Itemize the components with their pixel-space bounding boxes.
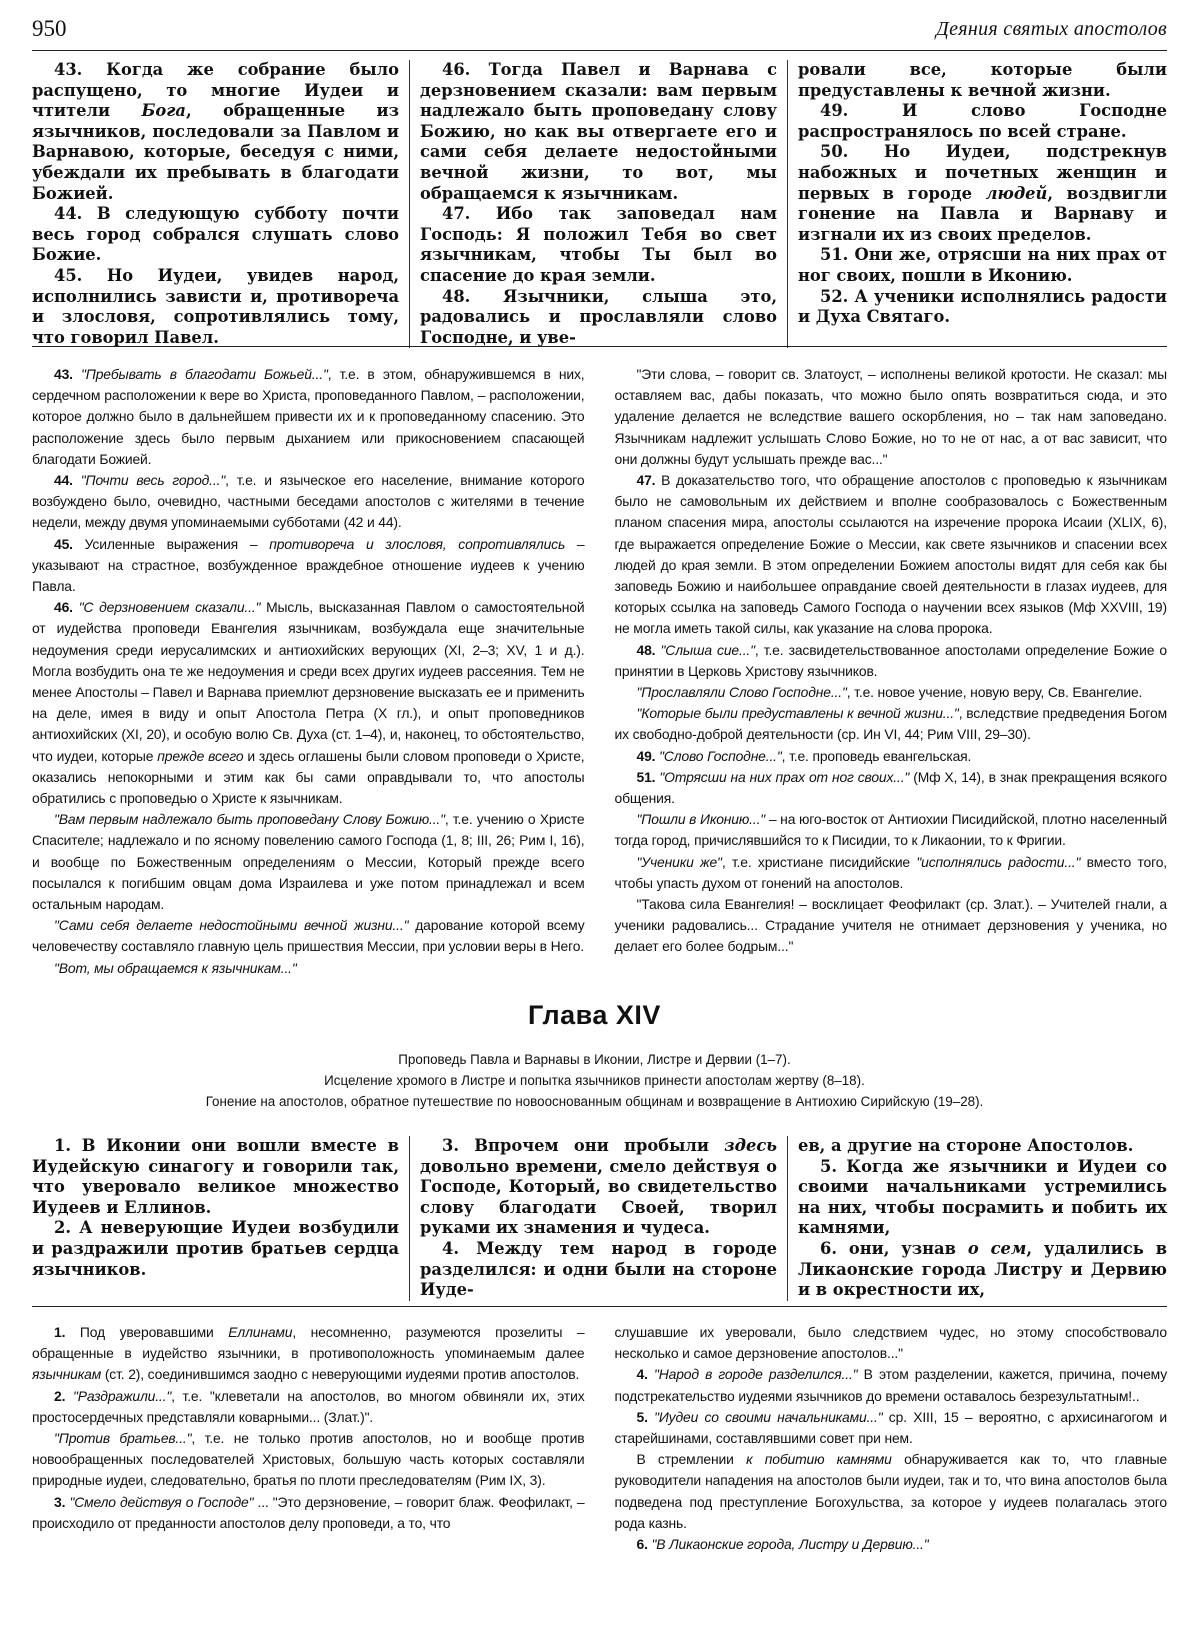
summary-line: Исцеление хромого в Листре и попытка язычников принести апостолам жертву (8–18). — [324, 1073, 865, 1088]
commentary-column-left — [32, 1322, 585, 1555]
paragraph: 51. Они же, отрясши на них прах от ног своих, пошли в Иконию. — [798, 245, 1167, 285]
paragraph: 43. "Пребывать в благодати Божьей...", т.е. в этом, обнаружившемся в них, сердечном расположении к вере во Христа, проповеданного Павлом, – расположении, которое должно было в дальнейшем привести их и к проповеданному спасению. Это расположение здесь было первым дыханием или прикосновением спасающей благодати Божией. — [32, 366, 585, 467]
paragraph: 6. "В Ликаонские города, Листру и Дервию..." — [636, 1536, 929, 1553]
divider-rule — [32, 346, 1167, 347]
paragraph: "Которые были предуставлены к вечной жизни...", вследствие предведения Богом их свободно-доброй деятельности (ср. Ин VI, 44; Рим VIII, 29–30). — [614, 705, 1168, 743]
paragraph: 49. "Слово Господне...", т.е. проповедь евангельская. — [636, 747, 972, 764]
paragraph: 44. В следующую субботу почти весь город собрался слушать слово Божие. — [32, 204, 399, 265]
paragraph: 46. Тогда Павел и Варнава с дерзновением сказали: вам первым надлежало быть проповедану слову Божию, но как вы отвергаете его и сами себя делаете недостойными вечной жизни, то вот, мы обращаемся к язычникам. — [420, 60, 777, 203]
paragraph: 47. В доказательство того, что обращение апостолов с проповедью к язычникам было не самовольным их действием и вполне сообразовалось с Божественным планом спасения мира, апостолы ссылаются на изречение пророка Исаии (XLIX, 6), где выражается определение Божие о Мессии, как свете язычников и спасении всех людей до края земли. В этом определении Божием апостолы видят для себя как бы заповедь Божию и наибольшее оправдание своей деятельности в глазах иудеев, для которых ссылка на заповедь Самого Господа о научении всех языков (Мф XXVIII, 19) не могла иметь такой силы, как указание на слова пророка. — [614, 472, 1167, 637]
paragraph: 5. Когда же язычники и Иудеи со своими начальниками устремились на них, чтобы посрамить и побить их камнями, — [798, 1156, 1167, 1238]
scripture-column-3 — [788, 60, 1167, 348]
paragraph: 50. Но Иудеи, подстрекнув набожных и почетных женщин и первых в городе людей, воздвигли гонение на Павла и Варнаву и изгнали их из своих пределов. — [798, 142, 1168, 244]
paragraph: 52. А ученики исполнялись радости и Духа Святаго. — [798, 286, 1167, 327]
summary-line: Проповедь Павла и Варнавы в Иконии, Листре и Дервии (1–7). — [398, 1052, 791, 1067]
paragraph: 1. Под уверовавшими Еллинами, несомненно, разумеются прозелиты – обращенные в иудейство язычники, в противоположность упоминаемым далее язычникам (ст. 2), соединившимся заодно с неверующими иудеями против апостолов. — [32, 1324, 585, 1383]
scripture-column-1 — [32, 1136, 410, 1301]
paragraph: 49. И слово Господне распространялось по всей стране. — [798, 101, 1167, 141]
chapter-summary — [0, 1049, 1189, 1112]
paragraph: В стремлении к побитию камнями обнаруживается как то, что главные руководители нападения на апостолов были иудеи, так и то, что вина апостолов была подведена под преступление Богохульства, за которое у иудеев полагалась этого рода казнь. — [614, 1451, 1167, 1531]
paragraph: 45. Но Иудеи, увидев народ, исполнились зависти и, противореча и злословя, сопротивлялись тому, что говорил Павел. — [32, 265, 399, 347]
scripture-column-3-verses — [798, 101, 1167, 328]
paragraph: 48. "Слыша сие...", т.е. засвидетельствованное апостолами определение Божие о принятии в Церковь Христову язычников. — [614, 641, 1167, 679]
verse-continuation: ровали все, которые были предуставлены к вечной жизни. — [798, 60, 1167, 100]
commentary-column-right — [615, 1322, 1168, 1555]
commentary-block-top — [32, 364, 1167, 979]
commentary-column-left — [32, 364, 585, 979]
scripture-column-3 — [788, 1136, 1167, 1301]
scripture-column-3-verses — [798, 1157, 1167, 1301]
summary-line: Гонение на апостолов, обратное путешествие по новооснованным общинам и возвращение в Антиохию Сирийскую (19–28). — [205, 1094, 984, 1109]
page-number: 950 — [32, 16, 67, 41]
paragraph: "Такова сила Евангелия! – восклицает Феофилакт (ср. Злат.). – Учителей гнали, а ученики радовались... Страдание учителя не отнимает дерзновения у ученика, но делает его более бодрым..." — [614, 896, 1167, 955]
paragraph: "Вот, мы обращаемся к язычникам..." — [54, 959, 297, 976]
paragraph: "Прославляли Слово Господне...", т.е. новое учение, новую веру, Св. Евангелие. — [636, 684, 1143, 701]
scripture-column-2 — [410, 60, 788, 348]
commentary-column-right-paragraphs — [615, 1364, 1168, 1555]
paragraph: 4. Между тем народ в городе разделился: и одни были на стороне Иуде- — [420, 1238, 777, 1300]
commentary-column-right — [615, 364, 1168, 979]
paragraph: 3. "Смело действуя о Господе" ... "Это дерзновение, – говорит блаж. Феофилакт, – происходило от преданности апостолов делу проповеди, а то, что — [32, 1493, 585, 1531]
paragraph: "Вам первым надлежало быть проповедану Слову Божию...", т.е. учению о Христе Спасителе; надлежало и по ясному повелению самого Господа (1, 8; III, 26; Рим I, 16), и вообще по Божественным определениям о Мессии, Который прежде всего посылался к погибшим овцам дома Израилева и уже потом принадлежал и всем остальным народам. — [32, 811, 585, 913]
scripture-block-top — [32, 60, 1167, 348]
page-header — [32, 14, 1167, 51]
paragraph: 51. "Отрясши на них прах от ног своих..." (Мф X, 14), в знак прекращения всякого общения. — [614, 768, 1167, 807]
divider-rule — [32, 1306, 1167, 1307]
paragraph: 43. Когда же собрание было распущено, то многие Иудеи и чтители Бога, обращенные из язычников, последовали за Павлом и Варнавою, которые, беседуя с ними, убеждали их пребывать в благодати Божией. — [32, 60, 399, 203]
paragraph: "Ученики же", т.е. христиане писидийские "исполнялись радости..." вместо того, чтобы упасть духом от гонений на апостолов. — [614, 853, 1167, 891]
paragraph: 2. А неверующие Иудеи возбудили и раздражили против братьев сердца язычников. — [32, 1218, 399, 1279]
scripture-column-1 — [32, 60, 410, 348]
paragraph: 44. "Почти весь город...", т.е. и языческое его население, внимание которого возбуждено было, очевидно, частными беседами апостолов с жителями в течение недели, между двумя упоминаемыми субботами (42 и 44). — [32, 472, 585, 531]
paragraph: 48. Язычники, слыша это, радовались и прославляли слово Господне, и уве- — [420, 286, 777, 347]
paragraph: 46. "С дерзновением сказали..." Мысль, высказанная Павлом о самостоятельной от иудейства проповеди Евангелия язычникам, возбуждала еще значительные недоумения среди иерусалимских и антиохийских верующих (XI, 2–3; XV, 1 и д.). Могла возбудить она те же недоумения и среди всех других иудеев рассеяния. Тем не менее Апостолы – Павел и Варнава приемлют дерзновение высказать ее и применить на деле, имея в виду и опыт Апостола Петра (X гл.), и опыт проповедников антиохийских (XI, 20), и особую волю Св. Духа (ст. 1–4), и, наконец, то обстоятельство, что иудеи, которые прежде всего и здесь оглашены были словом проповеди о Христе, оказались непокорными и этим как бы сами оправдывали то, что апостолы обратились с проповедью о Христе к язычникам. — [32, 599, 585, 807]
paragraph: 2. "Раздражили...", т.е. "клеветали на апостолов, во многом обвиняли их, этих простосердечных представляли коварными... (Злат.)". — [32, 1387, 585, 1425]
chapter-title: Глава XIV — [528, 1000, 661, 1030]
paragraph: 6. они, узнав о сем, удалились в Ликаонские города Листру и Дервию и в окрестности их, — [798, 1238, 1168, 1300]
paragraph: "Сами себя делаете недостойными вечной жизни..." дарование которой всему человечеству составляло главную цель пришествия Мессии, при условии веры в Него. — [32, 917, 585, 955]
running-title: Деяния святых апостолов — [936, 18, 1167, 40]
paragraph: 4. "Народ в городе разделился..." В этом разделении, кажется, причина, почему подстрекательство иудеями язычников до времени оставалось безрезультатным!.. — [614, 1366, 1167, 1404]
commentary-continuation: слушавшие их уверовали, было следствием чудес, но этому способствовало несколько и самое дерзновение апостолов..." — [614, 1324, 1167, 1362]
paragraph: 47. Ибо так заповедал нам Господь: Я положил Тебя во свет язычникам, чтобы Ты был во спасение до края земли. — [420, 204, 777, 285]
chapter-heading — [0, 1000, 1189, 1112]
paragraph: 5. "Иудеи со своими начальниками..." ср. XIII, 15 – вероятно, с архисинагогом и старейшинами, составлявшими совет при нем. — [614, 1408, 1168, 1447]
paragraph: "Против братьев...", т.е. не только против апостолов, но и вообще против новообращенных последователей Христовых, большую часть которых составляли природные иудеи, следовательно, братья по плоти преследователям (Рим IX, 3). — [32, 1430, 585, 1489]
paragraph: "Пошли в Иконию..." – на юго-восток от Антиохии Писидийской, плотно населенный тогда город, причислявшийся то к Писидии, то к Ликаонии, то к Фригии. — [614, 811, 1167, 849]
paragraph: "Эти слова, – говорит св. Златоуст, – исполнены великой кротости. Не сказал: мы оставляем вас, дабы показать, что можно было опять возвратиться сюда, и это удаление делается не вследствие вашего оскорбления, но – так нам заповедано. Язычникам надлежит услышать Слово Божие, но то не от нас, а от вас зависит, что они должны будут услышать прежде вас..." — [614, 366, 1167, 467]
paragraph: 1. В Иконии они вошли вместе в Иудейскую синагогу и говорили так, что уверовало великое множество Иудеев и Еллинов. — [32, 1136, 399, 1217]
paragraph: 3. Впрочем они пробыли здесь довольно времени, смело действуя о Господе, Который, во свидетельство слову благодати Своей, творил руками их знамения и чудеса. — [420, 1136, 777, 1238]
verse-continuation: ев, а другие на стороне Апостолов. — [798, 1136, 1134, 1155]
scripture-block-bottom — [32, 1136, 1167, 1301]
commentary-block-bottom — [32, 1322, 1167, 1555]
scripture-column-2 — [410, 1136, 788, 1301]
paragraph: 45. Усиленные выражения – противореча и злословя, сопротивлялись – указывают на страстное, возбужденное враждебное отношение иудеев к учению Павла. — [32, 535, 585, 595]
